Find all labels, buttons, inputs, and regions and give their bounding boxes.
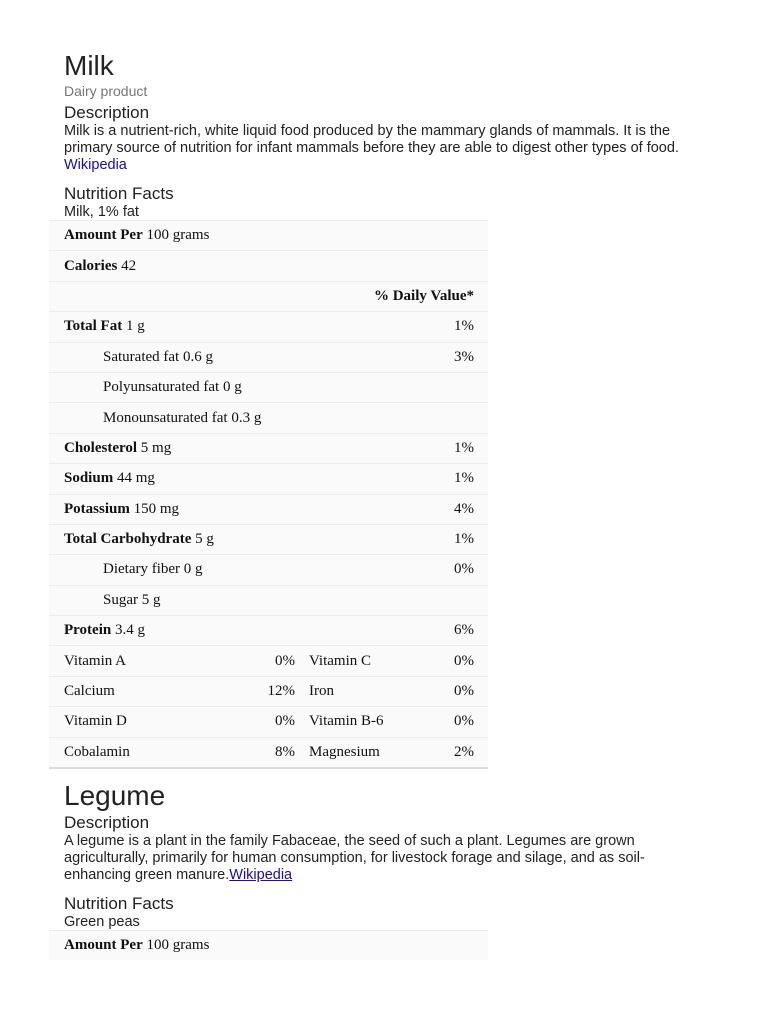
milk-description bbox=[64, 123, 704, 174]
nutrient-row-polyunsaturated-fat bbox=[49, 372, 488, 402]
vitamin-dv: 8% bbox=[254, 737, 309, 768]
vitamin-dv: 0% bbox=[454, 713, 474, 730]
vitamin-name: Cobalamin bbox=[49, 737, 254, 768]
nutrient-value: 0.6 g bbox=[182, 348, 213, 365]
vitamin-dv: 0% bbox=[454, 652, 474, 669]
vitamin-dv: 0% bbox=[254, 707, 309, 737]
nutrient-dv: 1% bbox=[309, 312, 488, 342]
nutrient-label: Polyunsaturated fat bbox=[103, 379, 220, 396]
nutrient-label: Sodium bbox=[64, 470, 114, 487]
nutrient-row-monounsaturated-fat bbox=[49, 403, 488, 433]
milk-subtitle: Dairy product bbox=[64, 83, 148, 99]
nutrient-label: Sugar bbox=[103, 591, 138, 608]
nutrient-dv bbox=[309, 585, 488, 615]
milk-food-variant: Milk, 1% fat bbox=[64, 204, 139, 220]
nutrient-row-potassium bbox=[49, 494, 488, 524]
vitamin-dv: 0% bbox=[254, 646, 309, 676]
nutrient-value: 44 mg bbox=[116, 470, 155, 487]
daily-value-header: % Daily Value* bbox=[373, 287, 474, 304]
nutrient-row-sugar bbox=[49, 585, 488, 615]
vitamin-dv: 2% bbox=[454, 743, 474, 760]
vitamin-name: Vitamin B-6 bbox=[309, 713, 384, 730]
milk-entity bbox=[64, 50, 704, 221]
amount-per-row bbox=[49, 221, 488, 251]
legume-description-heading: Description bbox=[64, 813, 150, 832]
nutrient-row-total-carbohydrate bbox=[49, 524, 488, 554]
vitamin-name: Vitamin D bbox=[49, 707, 254, 737]
legume-nutrition-table bbox=[49, 930, 488, 960]
nutrient-dv: 6% bbox=[309, 616, 488, 646]
vitamin-row bbox=[49, 646, 488, 676]
milk-title: Milk bbox=[64, 50, 114, 81]
calories-value: 42 bbox=[121, 257, 137, 274]
legume-description-text: A legume is a plant in the family Fabaceae, the seed of such a plant. Legumes are grown agriculturally, primarily for human consumption, for livestock forage and silage, and as soil-enhancing green manure. bbox=[64, 833, 645, 883]
amount-per-value: 100 grams bbox=[146, 937, 210, 954]
nutrient-label: Cholesterol bbox=[64, 439, 138, 456]
vitamin-name: Magnesium bbox=[309, 743, 380, 760]
nutrient-value: 3.4 g bbox=[114, 622, 145, 639]
nutrient-row-dietary-fiber bbox=[49, 555, 488, 585]
nutrient-value: 1 g bbox=[125, 318, 145, 335]
legume-wikipedia-link[interactable]: Wikipedia bbox=[229, 867, 293, 883]
nutrient-row-sodium bbox=[49, 464, 488, 494]
vitamin-row bbox=[49, 737, 488, 768]
nutrient-dv: 4% bbox=[309, 494, 488, 524]
legume-title: Legume bbox=[64, 780, 166, 811]
nutrient-row-saturated-fat bbox=[49, 342, 488, 372]
nutrient-value: 0 g bbox=[183, 561, 203, 578]
milk-nutrition-table bbox=[49, 220, 488, 769]
amount-per-row bbox=[49, 931, 488, 961]
nutrient-label: Dietary fiber bbox=[103, 561, 181, 578]
nutrient-value: 5 g bbox=[141, 591, 161, 608]
vitamin-row bbox=[49, 707, 488, 737]
milk-nutrition-heading: Nutrition Facts bbox=[64, 184, 174, 203]
nutrient-dv bbox=[309, 372, 488, 402]
nutrient-value: 5 g bbox=[195, 531, 214, 548]
nutrient-value: 150 mg bbox=[133, 500, 180, 517]
nutrient-row-protein bbox=[49, 616, 488, 646]
nutrient-value: 5 mg bbox=[140, 439, 172, 456]
vitamin-name: Calcium bbox=[49, 676, 254, 706]
milk-description-heading: Description bbox=[64, 103, 150, 122]
nutrient-value: 0.3 g bbox=[231, 409, 262, 426]
nutrient-label: Protein bbox=[64, 622, 112, 639]
nutrient-dv: 1% bbox=[309, 464, 488, 494]
nutrient-label: Saturated fat bbox=[103, 348, 180, 365]
nutrient-dv: 1% bbox=[309, 524, 488, 554]
legume-nutrition-heading: Nutrition Facts bbox=[64, 894, 174, 913]
legume-entity bbox=[64, 780, 704, 931]
legume-description bbox=[64, 833, 704, 884]
nutrient-label: Potassium bbox=[64, 500, 130, 517]
nutrient-row-cholesterol bbox=[49, 433, 488, 463]
nutrient-dv: 0% bbox=[309, 555, 488, 585]
daily-value-header-row bbox=[49, 281, 488, 311]
calories-label: Calories bbox=[64, 257, 118, 274]
nutrient-dv: 1% bbox=[309, 433, 488, 463]
calories-row bbox=[49, 251, 488, 281]
nutrient-row-total-fat bbox=[49, 312, 488, 342]
nutrient-dv: 3% bbox=[309, 342, 488, 372]
vitamin-dv: 12% bbox=[254, 676, 309, 706]
amount-per-label: Amount Per bbox=[64, 937, 143, 954]
nutrient-label: Total Carbohydrate bbox=[64, 531, 192, 548]
nutrient-label: Total Fat bbox=[64, 318, 123, 335]
vitamin-dv: 0% bbox=[454, 683, 474, 700]
nutrient-value: 0 g bbox=[222, 379, 242, 396]
nutrient-dv bbox=[309, 403, 488, 433]
amount-per-value: 100 grams bbox=[146, 227, 210, 244]
vitamin-name: Iron bbox=[309, 683, 334, 700]
amount-per-label: Amount Per bbox=[64, 227, 143, 244]
milk-description-text: Milk is a nutrient-rich, white liquid food produced by the mammary glands of mammals. It is the primary source of nutrition for infant mammals before they are able to digest other types of food. bbox=[64, 123, 679, 156]
milk-wikipedia-link[interactable]: Wikipedia bbox=[64, 157, 127, 173]
legume-food-variant: Green peas bbox=[64, 914, 140, 930]
vitamin-name: Vitamin C bbox=[309, 652, 372, 669]
nutrient-label: Monounsaturated fat bbox=[103, 409, 228, 426]
vitamin-row bbox=[49, 676, 488, 706]
vitamin-name: Vitamin A bbox=[49, 646, 254, 676]
